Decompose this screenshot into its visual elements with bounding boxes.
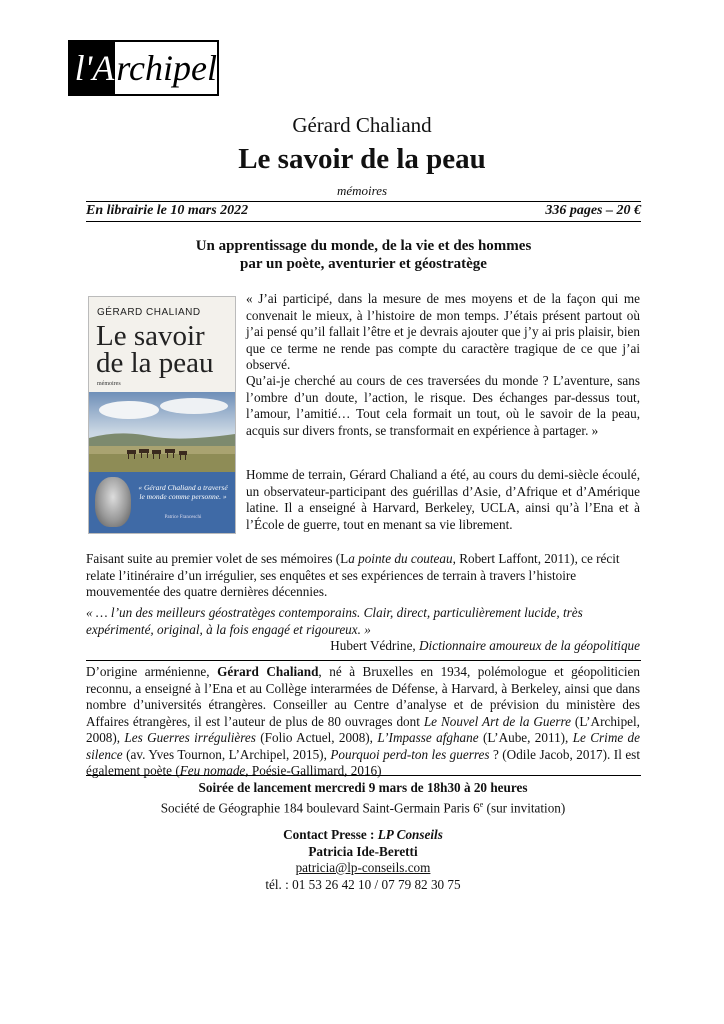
cover-genre: mémoires	[97, 381, 121, 387]
cover-quote-author: Patrice Franceschi	[164, 515, 202, 520]
context-book-title: a pointe du couteau	[348, 551, 453, 566]
bio-book-title: Feu nomade	[179, 763, 246, 778]
cover-title-line-2: de la peau	[96, 347, 214, 379]
author-biography	[86, 664, 640, 780]
launch-title: Soirée de lancement mercredi 9 mars de 18h30 à 20 heures	[198, 780, 528, 795]
paragraph-bio-short: Homme de terrain, Gérard Chaliand a été, au cours du demi-siècle écoulé, un observateur-participant des guérillas d’Asie, d’Afrique et d’Amérique latine. Il a enseigné à Harvard, Berkeley, UCLA, ainsi qu’à l’Ena et à l’École de guerre, tout en menant sa vie librement.	[246, 467, 640, 532]
info-rule	[86, 221, 641, 222]
publisher-logo	[68, 40, 219, 96]
paragraph-book-context	[86, 551, 640, 601]
bio-text: , Poésie-Gallimard, 2016)	[245, 763, 382, 778]
top-rule	[86, 201, 641, 202]
book-genre: mémoires	[336, 183, 388, 198]
contact-phone: tél. : 01 53 26 42 10 / 07 79 82 30 75	[265, 876, 461, 892]
bio-text: , né à Bruxelles en 1934, polémologue et géopoliticien reconnu, a enseigné à l’Ena et au Collège interarmées de Défense, à Harvard, à Berkeley, ainsi que dans nombre d’universités étrangères. Conseiller au Centre d’analyse et de prévision du ministère des Affaires étrangères, il est l’auteur de plus de 80 ouvrages dont	[86, 664, 641, 729]
review-source-name: Hubert Védrine,	[330, 638, 420, 653]
launch-location	[86, 797, 640, 817]
author-portrait	[95, 477, 131, 527]
context-text-1: Faisant suite au premier volet de ses mémoires (L	[86, 551, 349, 566]
bio-book-title: Le Crime de silence	[86, 730, 640, 762]
bio-text: (Folio Actuel, 2008),	[255, 730, 378, 745]
bio-book-title: L’Impasse afghane	[377, 730, 479, 745]
review-source-book: Dictionnaire amoureux de la géopolitique	[419, 638, 640, 653]
launch-place: Société de Géographie 184 boulevard Saint-Germain Paris 6	[160, 799, 480, 815]
bio-book-title: Le Nouvel Art de la Guerre	[423, 713, 571, 729]
review-quote: « … l’un des meilleurs géostratèges contemporains. Clair, direct, particulièrement lucide, très expérimenté, original, à la fois engagé et rigoureux. »	[86, 605, 583, 637]
cover-author: GÉRARD CHALIAND	[97, 307, 201, 318]
book-title: Le savoir de la peau	[238, 143, 486, 175]
bio-text: (L’Aube, 2011),	[478, 730, 573, 745]
launch-note: (sur invitation)	[483, 799, 566, 815]
logo-left: l'A	[70, 42, 115, 94]
subtitle-line-1: Un apprentissage du monde, de la vie et des hommes	[195, 238, 532, 254]
paragraph-quote-1: « J’ai participé, dans la mesure de mes moyens et de la façon qui me convenait le mieux, à l’histoire de mon temps. J’étais présent partout où j’ai pensé qu’il fallait l’être et je devrais ajouter que j’y ai pris plaisir, bien que ce terme ne rende pas compte du caractère tragique de ce que j’ai observé.	[246, 291, 640, 372]
launch-event	[86, 780, 640, 816]
logo-right: rchipel	[116, 48, 217, 88]
book-cover	[88, 296, 236, 534]
launch-sup: e	[479, 799, 484, 809]
bio-book-title: Les Guerres irrégulières	[124, 730, 256, 745]
bio-text: (av. Yves Tournon, L’Archipel, 2015),	[122, 746, 331, 762]
cover-quote: « Gérard Chaliand a traversé le monde comme personne. »	[138, 483, 228, 501]
contact-person: Patricia Ide-Beretti	[308, 843, 418, 859]
bio-text: ? (Odile Jacob, 2017). Il est également poète (	[86, 746, 640, 778]
paragraph-quote-2: Qu’ai-je cherché au cours de ces traversées du monde ? L’aventure, sans l’ombre d’un doute, l’action, le risque. Des échanges par-dessus tout, l’amour, l’amitié… Tout cela formait un tout, où le savoir de la peau, acquis sur divers fronts, se transformait en expérience à partager. »	[246, 373, 640, 438]
context-text-2: , Robert Laffont, 2011), ce récit relate l’itinéraire d’un irrégulier, ses enquêtes et ses expériences de terrain à travers l’histoire mouvementée des quatre dernières décennies.	[86, 551, 620, 599]
pages-price: 336 pages – 20 €	[545, 203, 641, 218]
bio-name: Gérard Chaliand	[217, 664, 319, 679]
bio-bottom-rule	[86, 775, 641, 776]
subtitle-line-2: par un poète, aventurier et géostratège	[240, 256, 487, 272]
subtitle	[86, 237, 641, 273]
bio-book-title: Pourquoi perd-ton les guerres	[330, 746, 490, 762]
press-contact	[86, 827, 640, 893]
cover-title-line-1: Le savoir	[96, 320, 205, 352]
cover-title	[96, 320, 214, 379]
bio-text: (L’Archipel, 2008),	[86, 713, 640, 745]
contact-agency: LP Conseils	[377, 827, 443, 842]
release-date: En librairie le 10 mars 2022	[86, 203, 249, 218]
bio-text: D’origine arménienne,	[86, 664, 218, 679]
bio-top-rule	[86, 660, 641, 661]
review-source	[86, 638, 640, 654]
cover-landscape-image	[89, 392, 235, 472]
contact-email-link[interactable]: patricia@lp-conseils.com	[295, 860, 431, 875]
info-bar	[86, 203, 641, 219]
author-name: Gérard Chaliand	[292, 113, 432, 137]
contact-label: Contact Presse :	[283, 827, 378, 842]
